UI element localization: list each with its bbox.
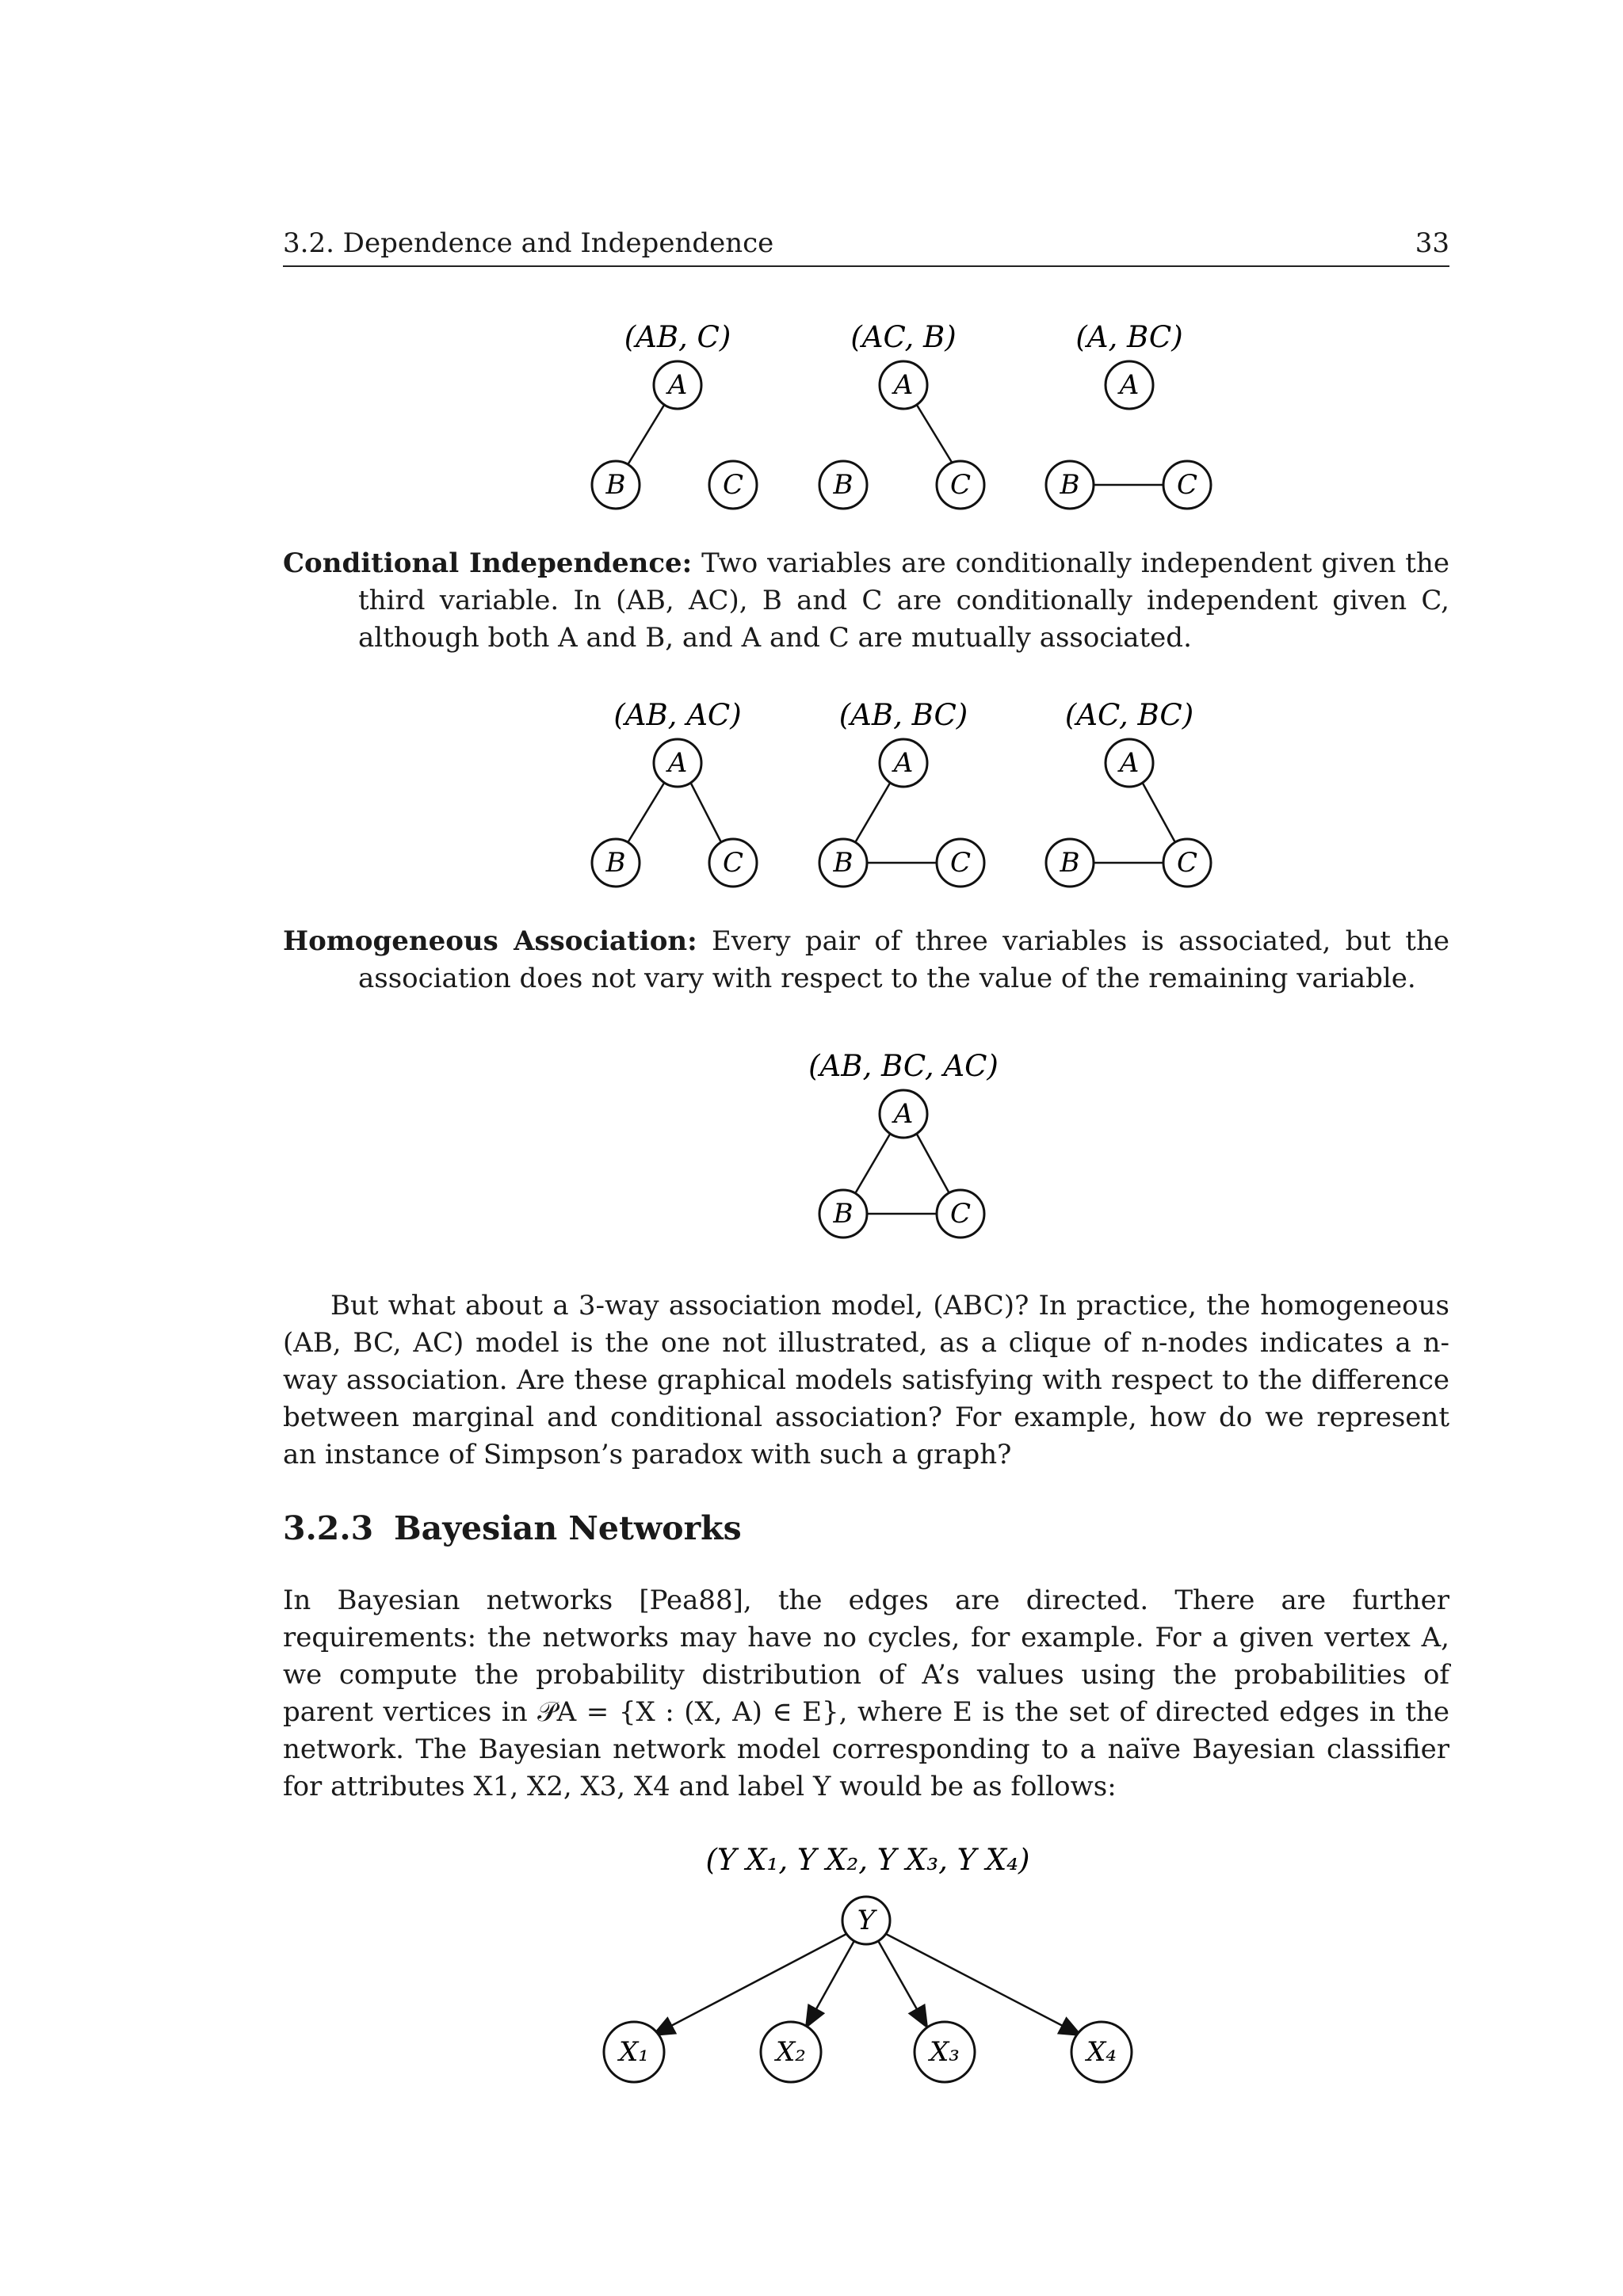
edge-a-c: [1141, 780, 1177, 845]
node-x3-label: X₃: [930, 2036, 960, 2068]
edge-a-c: [689, 780, 723, 845]
node-c-label: C: [1176, 847, 1198, 879]
figure-row-1: [0, 309, 1623, 515]
node-c-label: C: [949, 847, 972, 879]
edge-a-b: [854, 780, 892, 845]
figure-bayesian-network: [0, 1830, 1623, 2092]
running-header: [283, 226, 1449, 267]
caption: (A, BC): [1075, 320, 1183, 354]
graph-ac-b: [819, 320, 984, 509]
graph-ab-ac: [592, 698, 757, 887]
caption: (AB, BC, AC): [808, 1049, 999, 1083]
caption: (AC, B): [850, 320, 957, 354]
node-b-label: B: [833, 847, 854, 879]
edge-a-b: [626, 402, 666, 467]
node-a-label: A: [1119, 369, 1140, 401]
node-b-label: B: [1060, 847, 1080, 879]
node-a-label: A: [893, 369, 914, 401]
node-a-label: A: [893, 747, 914, 779]
homogeneous-association-definition: [283, 923, 1449, 997]
definition-text: Two variables are conditionally independent given the third variable. In (AB, AC), B and C are conditionally independent given C, although both A and B, and A and C are mutually associated.: [358, 547, 1449, 654]
node-c-label: C: [949, 469, 972, 501]
edge-a-c: [915, 402, 955, 467]
caption: (AB, AC): [613, 698, 742, 732]
figure-triangle: [0, 1038, 1623, 1244]
node-a-label: A: [1119, 747, 1140, 779]
figure-row-2: [0, 688, 1623, 894]
paragraph-bayesian-networks: In Bayesian networks [Pea88], the edges are directed. There are further requirements: the networks may have no cycles, for example. For a given vertex A, we compute the probability distribution of A’s values using the probabilities of parent vertices in 𝒫A = {X : (X, A) ∈ E}, where E is the set of directed edges in the network. The Bayesian network model corresponding to a naïve Bayesian classifier for attributes X1, X2, X3, X4 and label Y would be as follows:: [283, 1585, 1449, 1802]
node-a-label: A: [667, 747, 688, 779]
graph-ab-bc-ac: [808, 1049, 999, 1238]
caption: (AB, BC): [838, 698, 968, 732]
edge-y-x4: [884, 1933, 1081, 2035]
node-a-label: A: [667, 369, 688, 401]
edge-y-x1: [653, 1933, 848, 2035]
caption: (AB, C): [624, 320, 731, 354]
node-c-label: C: [949, 1198, 972, 1230]
definition-text: Every pair of three variables is associated, but the association does not vary with respect to the value of the remaining variable.: [358, 925, 1449, 994]
node-a-label: A: [893, 1098, 914, 1130]
section-heading: [283, 1509, 742, 1547]
edge-a-b: [854, 1131, 892, 1196]
graph-ab-c: [592, 320, 757, 509]
node-x1-label: X₁: [619, 2036, 649, 2068]
definition-term: Conditional Independence:: [283, 547, 693, 579]
paragraph-3way-association: But what about a 3-way association model, (ABC)? In practice, the homogeneous (AB, BC, AC) model is the one not illustrated, as a clique of n-nodes indicates a n-way association. Are these graphical models satisfying with respect to the difference between marginal and conditional association? For example, how do we represent an instance of Simpson’s paradox with such a graph?: [283, 1290, 1449, 1470]
node-b-label: B: [605, 847, 626, 879]
node-c-label: C: [722, 469, 744, 501]
edge-a-b: [626, 780, 666, 845]
node-c-label: C: [722, 847, 744, 879]
conditional-independence-definition: [283, 545, 1449, 657]
node-x2-label: X₂: [776, 2036, 806, 2068]
graph-ac-bc: [1046, 698, 1211, 887]
edge-a-c: [915, 1131, 951, 1196]
node-b-label: B: [1060, 469, 1080, 501]
node-b-label: B: [833, 1198, 854, 1230]
caption: (AC, BC): [1064, 698, 1194, 732]
node-b-label: B: [605, 469, 626, 501]
node-b-label: B: [833, 469, 854, 501]
graph-ab-bc: [819, 698, 984, 887]
definition-term: Homogeneous Association:: [283, 925, 697, 957]
node-x4-label: X₄: [1086, 2036, 1117, 2068]
node-c-label: C: [1176, 469, 1198, 501]
section-number: 3.2.3: [283, 1509, 374, 1547]
graph-a-bc: [1046, 320, 1211, 509]
node-y-label: Y: [857, 1905, 876, 1936]
caption: (Y X₁, Y X₂, Y X₃, Y X₄): [705, 1843, 1030, 1877]
section-title: Bayesian Networks: [394, 1509, 742, 1547]
header-section-title: 3.2. Dependence and Independence: [283, 227, 774, 259]
page-number: 33: [1415, 227, 1449, 259]
